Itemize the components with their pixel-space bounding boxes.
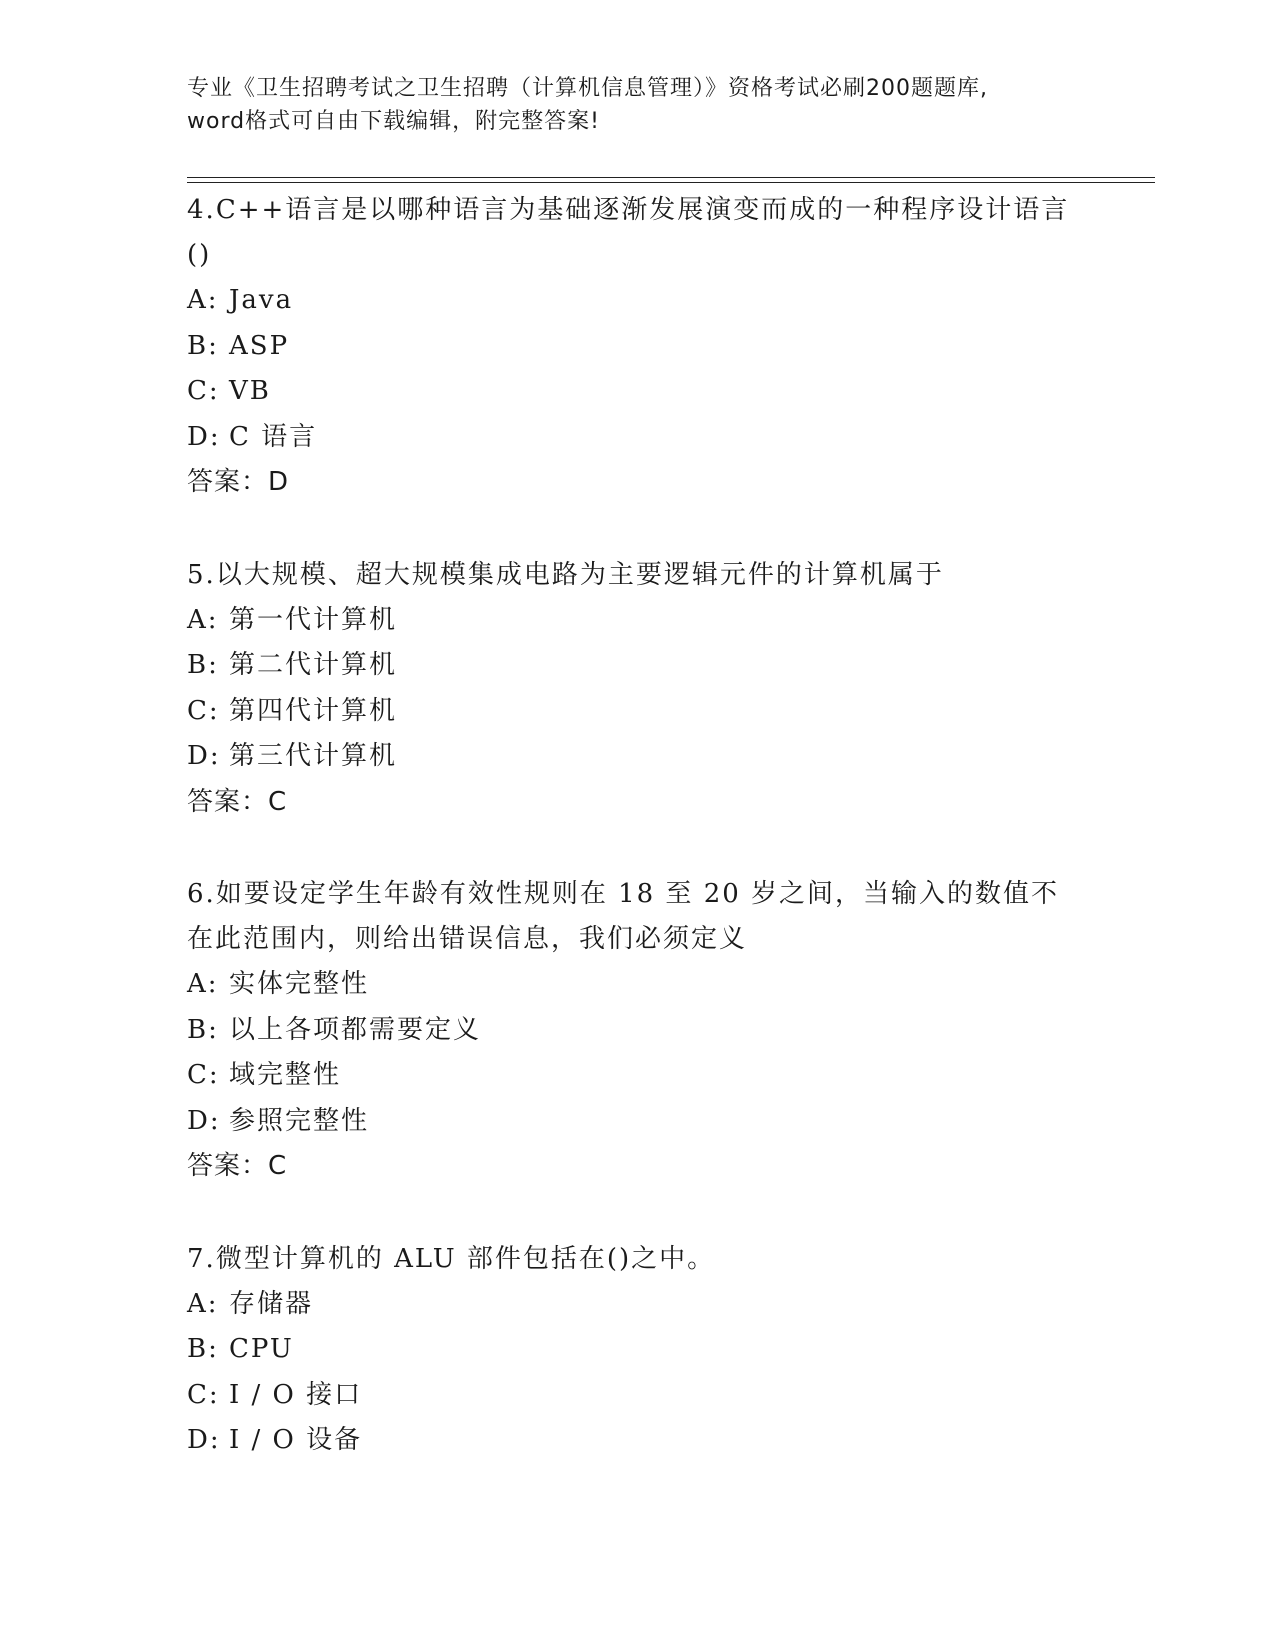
option-b (187, 324, 1087, 370)
option-d (187, 1418, 1087, 1464)
option-text: 第四代计算机 (229, 695, 398, 726)
option-letter: D: (187, 741, 221, 771)
question-text (187, 553, 1087, 598)
option-letter: B: (187, 650, 219, 680)
option-text: 存储器 (229, 1288, 314, 1319)
option-a (187, 278, 1087, 324)
option-c (187, 369, 1087, 415)
header-line-2: word格式可自由下载编辑，附完整答案! (187, 109, 600, 134)
option-text: 实体完整性 (229, 969, 370, 999)
option-b (187, 643, 1087, 689)
option-text: 第一代计算机 (229, 604, 398, 635)
option-d (187, 734, 1087, 780)
option-text: CPU (229, 1334, 294, 1364)
option-text: 第二代计算机 (229, 650, 398, 680)
question-line-1: 微型计算机的 ALU 部件包括在()之中。 (215, 1243, 716, 1274)
option-text: 以上各项都需要定义 (229, 1014, 482, 1045)
option-a (187, 962, 1087, 1008)
option-b (187, 1327, 1087, 1373)
question-number: 7. (187, 1243, 216, 1274)
option-a (187, 1282, 1087, 1328)
question-item (187, 1237, 1087, 1464)
option-a (187, 598, 1087, 644)
question-item (187, 188, 1087, 506)
header-line-1: 专业《卫生招聘考试之卫生招聘（计算机信息管理）》资格考试必刷200题题库, (187, 76, 988, 101)
option-text: 域完整性 (229, 1060, 342, 1090)
option-c (187, 689, 1087, 735)
option-letter: D: (187, 1105, 221, 1136)
answer-line: 答案：D (187, 467, 290, 497)
question-text (187, 188, 1087, 233)
option-letter: A: (187, 969, 219, 999)
option-letter: A: (187, 604, 219, 635)
header-divider-top (187, 177, 1155, 178)
question-line-2: () (187, 240, 212, 270)
option-c (187, 1373, 1087, 1419)
option-text: 参照完整性 (229, 1105, 370, 1136)
answer-line: 答案：C (187, 1151, 288, 1181)
option-text: 第三代计算机 (229, 741, 398, 771)
option-letter: D: (187, 1425, 221, 1455)
question-number: 5. (187, 559, 216, 590)
question-number: 6. (187, 879, 216, 909)
question-line-2: 在此范围内，则给出错误信息，我们必须定义 (187, 924, 748, 954)
question-list (187, 188, 1087, 1511)
question-text (187, 1237, 1087, 1282)
option-letter: A: (187, 1288, 219, 1319)
question-line-1: C++语言是以哪种语言为基础逐渐发展演变而成的一种程序设计语言 (215, 195, 1070, 225)
question-number: 4. (187, 195, 216, 225)
option-letter: C: (187, 695, 220, 726)
option-letter: C: (187, 1060, 220, 1090)
option-letter: A: (187, 285, 219, 315)
option-text: C 语言 (229, 421, 318, 452)
option-d (187, 1099, 1087, 1145)
option-d (187, 415, 1087, 461)
option-letter: B: (187, 1014, 219, 1045)
question-item (187, 553, 1087, 826)
option-text: I / O 设备 (229, 1425, 363, 1455)
question-line-1: 以大规模、超大规模集成电路为主要逻辑元件的计算机属于 (215, 559, 944, 590)
option-letter: C: (187, 376, 220, 406)
question-item (187, 872, 1087, 1190)
option-letter: B: (187, 1334, 219, 1364)
document-header (187, 72, 1087, 138)
question-line-1: 如要设定学生年龄有效性规则在 18 至 20 岁之间，当输入的数值不 (215, 879, 1060, 909)
option-text: Java (229, 285, 294, 315)
option-b (187, 1008, 1087, 1054)
option-letter: D: (187, 421, 221, 452)
option-text: VB (229, 376, 271, 406)
option-text: I / O 接口 (229, 1379, 363, 1410)
option-letter: B: (187, 330, 219, 361)
header-divider-bottom (187, 182, 1155, 183)
answer-line: 答案：C (187, 786, 288, 817)
option-c (187, 1053, 1087, 1099)
option-text: ASP (229, 330, 290, 361)
option-letter: C: (187, 1379, 220, 1410)
question-text (187, 872, 1087, 917)
